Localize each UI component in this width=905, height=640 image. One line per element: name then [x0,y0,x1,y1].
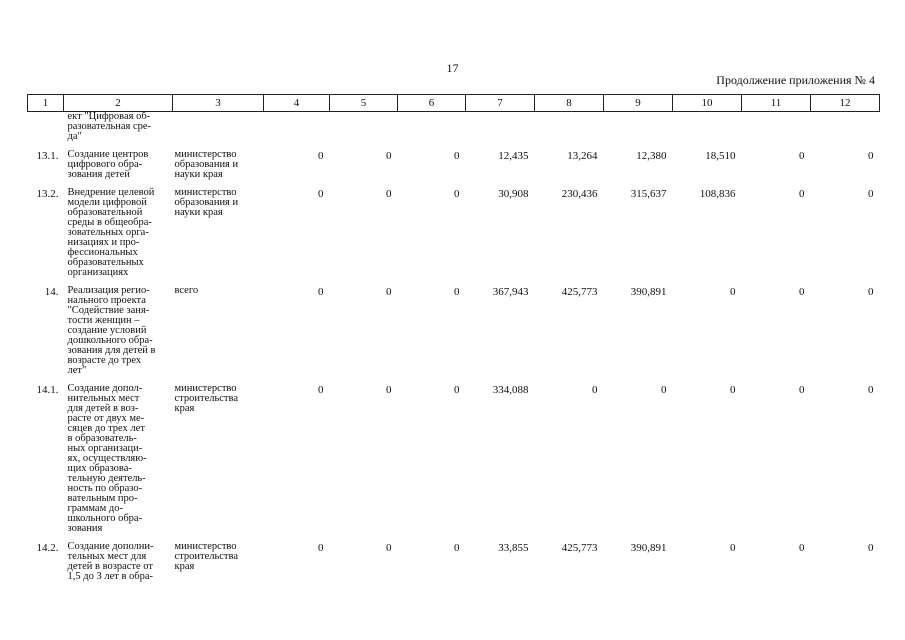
value-cell: 12,380 [636,150,667,162]
row-spacer [28,534,880,542]
value-cell: 0 [868,286,874,298]
column-header: 10 [673,95,742,112]
value-cell: 30,908 [498,188,529,200]
table-row [28,286,880,376]
value-cell: 0 [386,286,392,298]
value-cell: 18,510 [705,150,736,162]
value-cell: 0 [730,384,736,396]
value-cell: 0 [454,384,460,396]
table-row [28,188,880,278]
value-cell: 315,637 [630,188,667,200]
value-cell: 0 [868,150,874,162]
value-cell: 0 [318,384,324,396]
value-cell: 12,435 [498,150,529,162]
appendix-table [27,94,880,582]
column-header: 2 [64,95,173,112]
row-number: 14.2. [36,542,59,554]
value-cell: 0 [799,384,805,396]
value-cell: 0 [386,542,392,554]
value-cell: 334,088 [492,384,529,396]
value-cell: 0 [454,542,460,554]
page-number: 17 [446,61,459,75]
row-number: 14. [44,286,59,298]
value-cell: 0 [386,384,392,396]
column-number-header-row [28,95,880,112]
value-cell: 0 [730,286,736,298]
row-number: 13.2. [36,188,59,200]
row-responsible: всего [174,285,199,296]
row-spacer [28,376,880,384]
value-cell: 0 [318,542,324,554]
row-spacer [28,278,880,286]
table-row [28,384,880,534]
row-name: Реализация регио- нального проекта "Содействие заня- тости женщин – создание условий дошкольного обра- зования для детей в возрасте до трех лет" [67,285,156,376]
value-cell: 108,836 [699,188,736,200]
value-cell: 0 [799,542,805,554]
column-header: 3 [173,95,264,112]
column-header: 4 [264,95,330,112]
value-cell: 0 [799,286,805,298]
value-cell: 0 [386,188,392,200]
column-header: 5 [330,95,398,112]
value-cell: 0 [454,188,460,200]
row-name: Создание дополни- тельных мест для детей в возрасте от 1,5 до 3 лет в обра- [67,541,154,582]
table-row-fragment [28,112,880,143]
row-responsible: министерство строительства края [174,383,239,414]
value-cell: 0 [868,384,874,396]
value-cell: 0 [318,286,324,298]
value-cell: 0 [799,150,805,162]
value-cell: 0 [318,150,324,162]
continuation-label: Продолжение приложения № 4 [716,73,875,87]
value-cell: 13,264 [567,150,598,162]
value-cell: 390,891 [630,286,667,298]
table-row [28,150,880,180]
row-responsible: министерство строительства края [174,541,239,572]
column-header: 12 [811,95,880,112]
row-responsible: министерство образования и науки края [174,149,239,180]
value-cell: 0 [730,542,736,554]
value-cell: 367,943 [492,286,529,298]
row-name: Создание допол- нительных мест для детей в воз- расте от двух ме- сяцев до трех лет в образователь- ных организаци- ях, осуществляю- щих образова- тельную деятель- ность по образо- вательным про- граммам до- школьного обра- зования [67,383,147,534]
column-header: 8 [535,95,604,112]
row-spacer [28,180,880,188]
value-cell: 0 [318,188,324,200]
row-name-fragment: ект "Цифровая об- разовательная сре- да" [67,111,152,142]
value-cell: 230,436 [561,188,598,200]
row-name: Создание центров цифрового обра- зования детей [67,149,149,180]
value-cell: 33,855 [498,542,529,554]
table-row [28,542,880,582]
value-cell: 0 [386,150,392,162]
column-header: 11 [742,95,811,112]
row-name: Внедрение целевой модели цифровой образовательной среды в общеобра- зовательных орга- низациях и про- фессиональных образовательных организациях [67,187,155,278]
value-cell: 390,891 [630,542,667,554]
column-header: 6 [398,95,466,112]
value-cell: 0 [592,384,598,396]
value-cell: 0 [454,150,460,162]
value-cell: 0 [454,286,460,298]
row-spacer [28,142,880,150]
row-number: 13.1. [36,150,59,162]
column-header: 9 [604,95,673,112]
value-cell: 0 [661,384,667,396]
row-responsible: министерство образования и науки края [174,187,239,218]
value-cell: 0 [868,542,874,554]
row-number: 14.1. [36,384,59,396]
value-cell: 425,773 [561,542,598,554]
column-header: 1 [28,95,64,112]
column-header: 7 [466,95,535,112]
value-cell: 0 [868,188,874,200]
value-cell: 425,773 [561,286,598,298]
value-cell: 0 [799,188,805,200]
